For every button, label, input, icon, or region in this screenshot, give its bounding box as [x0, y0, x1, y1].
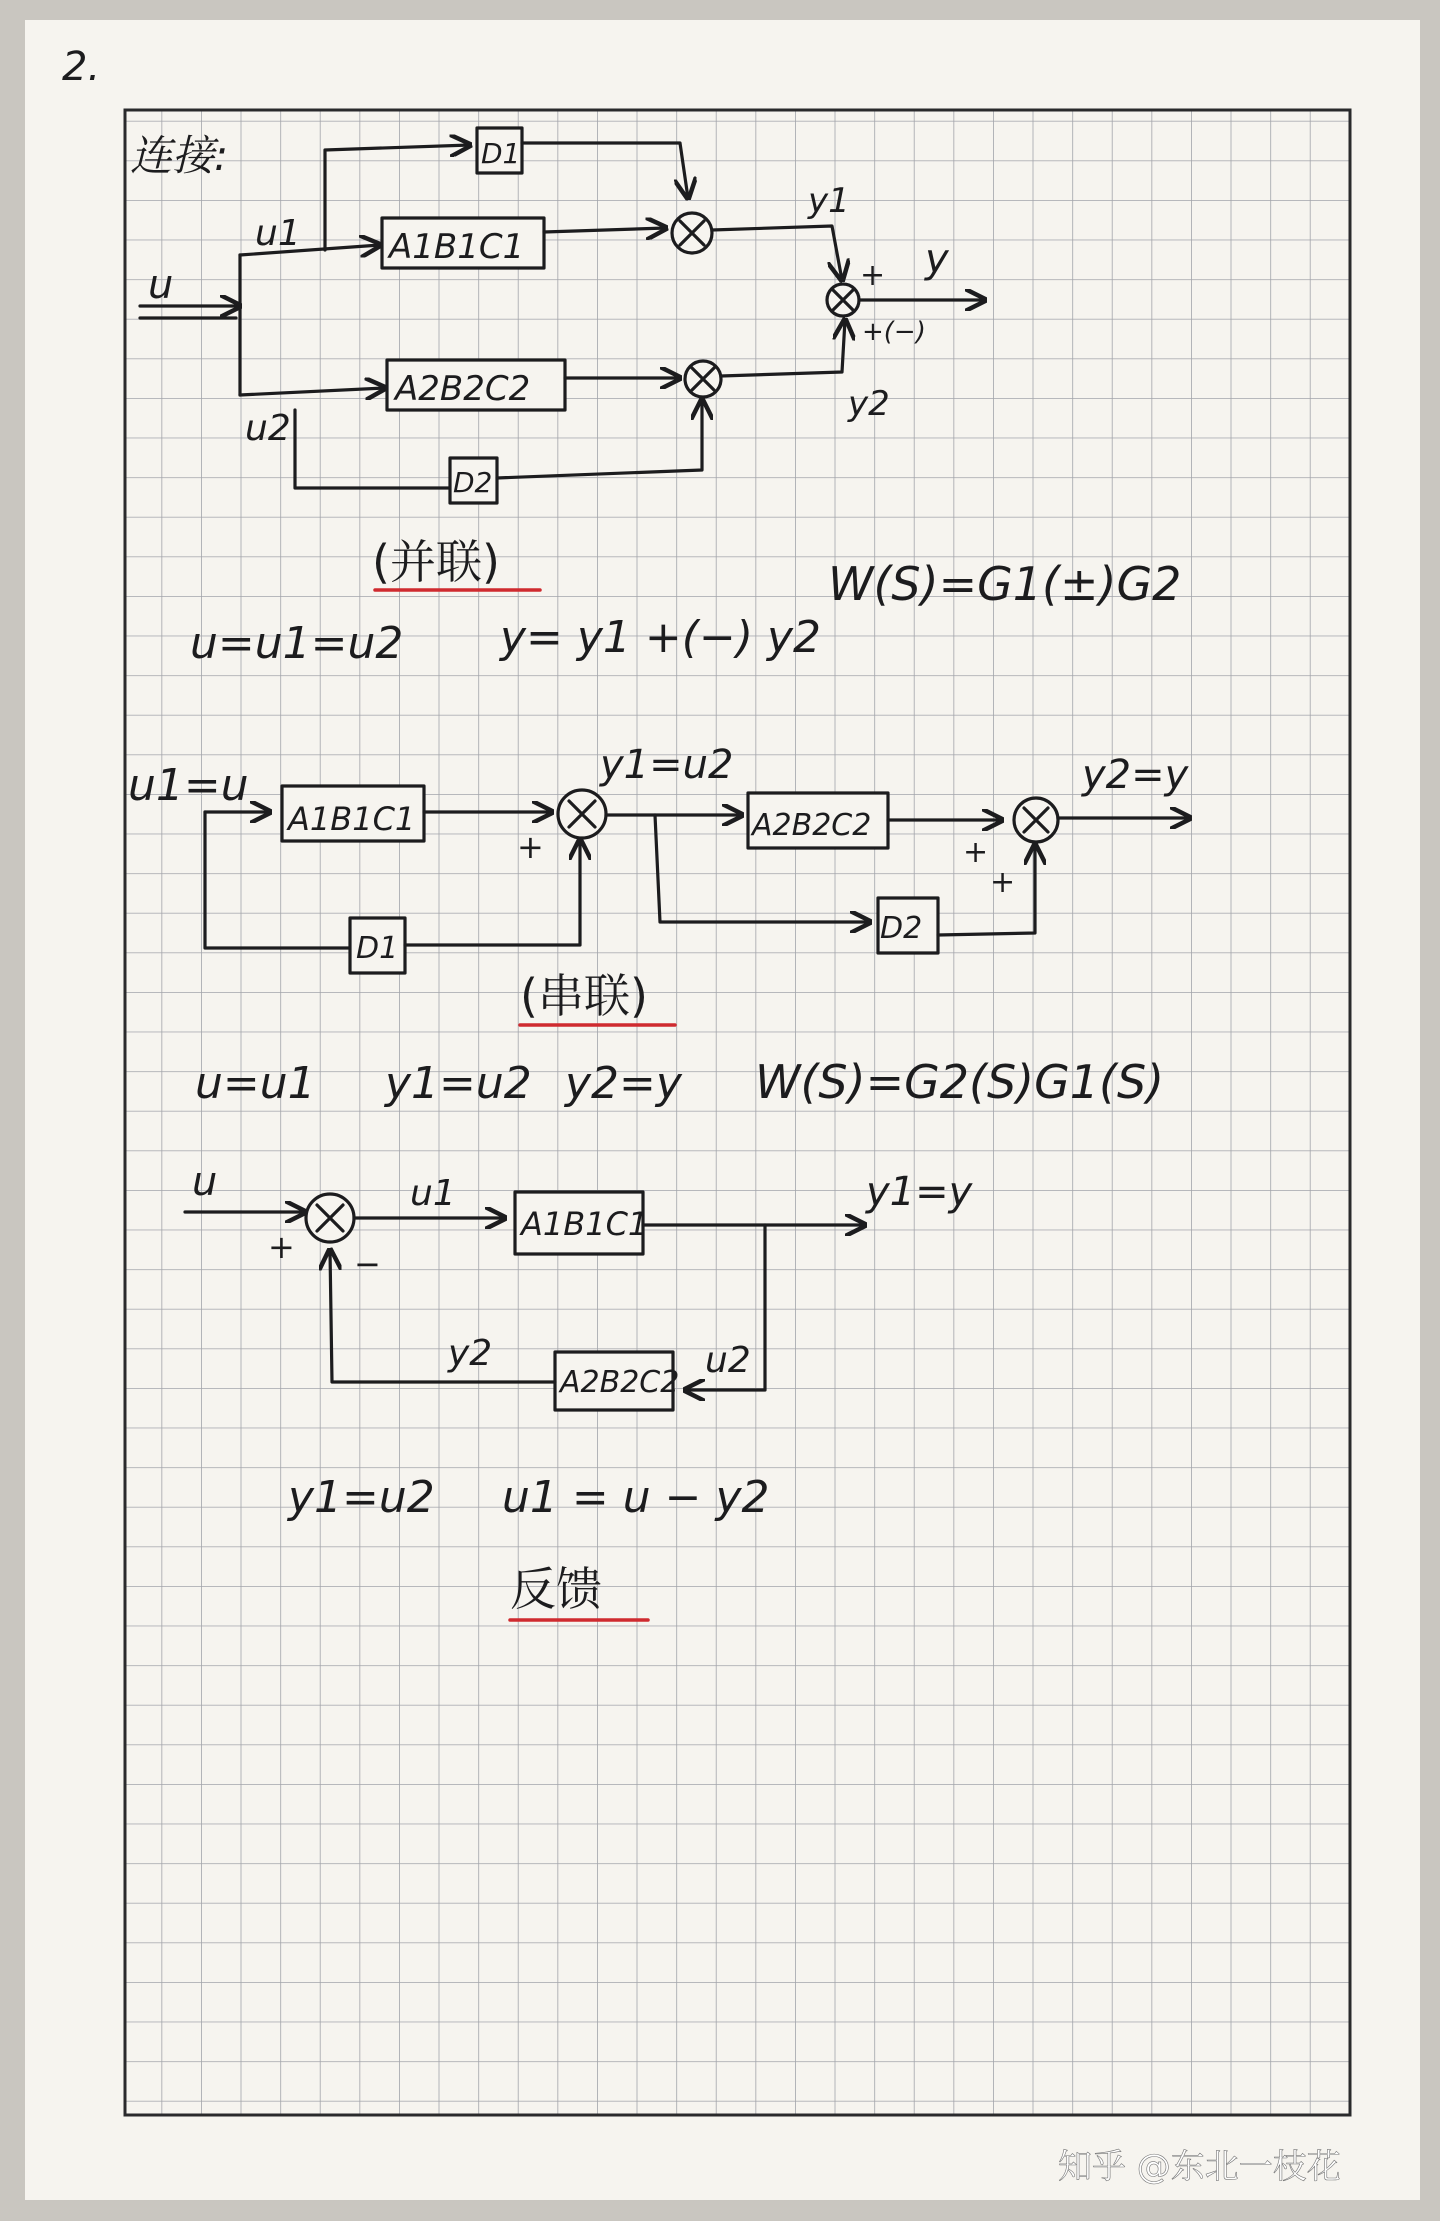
- series-block-g1: A1B1C1: [288, 800, 416, 838]
- block-a1b1c1-label: A1B1C1: [389, 227, 525, 267]
- series-block-d2: D2: [880, 911, 923, 946]
- series-title: (串联): [520, 969, 648, 1023]
- feedback-eq1: y1=u2: [288, 1472, 435, 1523]
- series-eq2: y1=u2: [385, 1058, 532, 1109]
- feedback-title: 反馈: [510, 1562, 602, 1616]
- series-eq-transfer: W(S)=G2(S)G1(S): [755, 1055, 1165, 1109]
- watermark: 知乎 @东北一枝花: [1058, 2147, 1341, 2187]
- sign-plus-minus: +(−): [862, 317, 926, 347]
- feedback-u1: u1: [410, 1173, 456, 1214]
- label-y2: y2: [848, 384, 890, 424]
- block-d1-label: D1: [481, 137, 521, 170]
- feedback-block-forward: A1B1C1: [521, 1205, 649, 1243]
- feedback-input: u: [192, 1159, 218, 1205]
- feedback-eq2: u1 = u − y2: [502, 1472, 770, 1523]
- series-sign-2: +: [963, 835, 989, 870]
- series-sign-1: +: [517, 828, 544, 866]
- eq-transfer-parallel: W(S)=G1(±)G2: [828, 557, 1182, 611]
- feedback-u2: u2: [705, 1340, 751, 1381]
- label-y1: y1: [808, 181, 850, 221]
- label-y: y: [925, 236, 949, 282]
- series-mid: y1=u2: [600, 742, 734, 788]
- label-u2: u2: [245, 408, 291, 449]
- parallel-title: (并联): [372, 535, 500, 589]
- page-number: 2.: [62, 44, 101, 90]
- eq-inputs: u=u1=u2: [190, 618, 404, 669]
- grid-area: [125, 110, 1350, 2115]
- label-u1: u1: [255, 213, 301, 254]
- series-block-g2: A2B2C2: [752, 808, 872, 843]
- series-block-d1: D1: [356, 931, 399, 966]
- feedback-output: y1=y: [866, 1169, 973, 1215]
- feedback-sign-plus: +: [268, 1228, 295, 1266]
- series-input: u1=u: [128, 760, 249, 811]
- eq-output: y= y1 +(−) y2: [500, 612, 821, 663]
- series-eq3: y2=y: [565, 1058, 682, 1109]
- label-u: u: [148, 262, 174, 308]
- heading: 连接:: [130, 131, 229, 180]
- series-output: y2=y: [1082, 752, 1189, 798]
- series-eq1: u=u1: [195, 1058, 316, 1109]
- block-d2-label: D2: [453, 466, 493, 499]
- series-sign-3: +: [990, 865, 1016, 900]
- feedback-y2: y2: [448, 1333, 493, 1374]
- feedback-sign-minus: −: [354, 1245, 381, 1283]
- feedback-block-back: A2B2C2: [560, 1365, 680, 1400]
- sign-plus-top: +: [860, 258, 886, 293]
- block-a2b2c2-label: A2B2C2: [395, 369, 531, 409]
